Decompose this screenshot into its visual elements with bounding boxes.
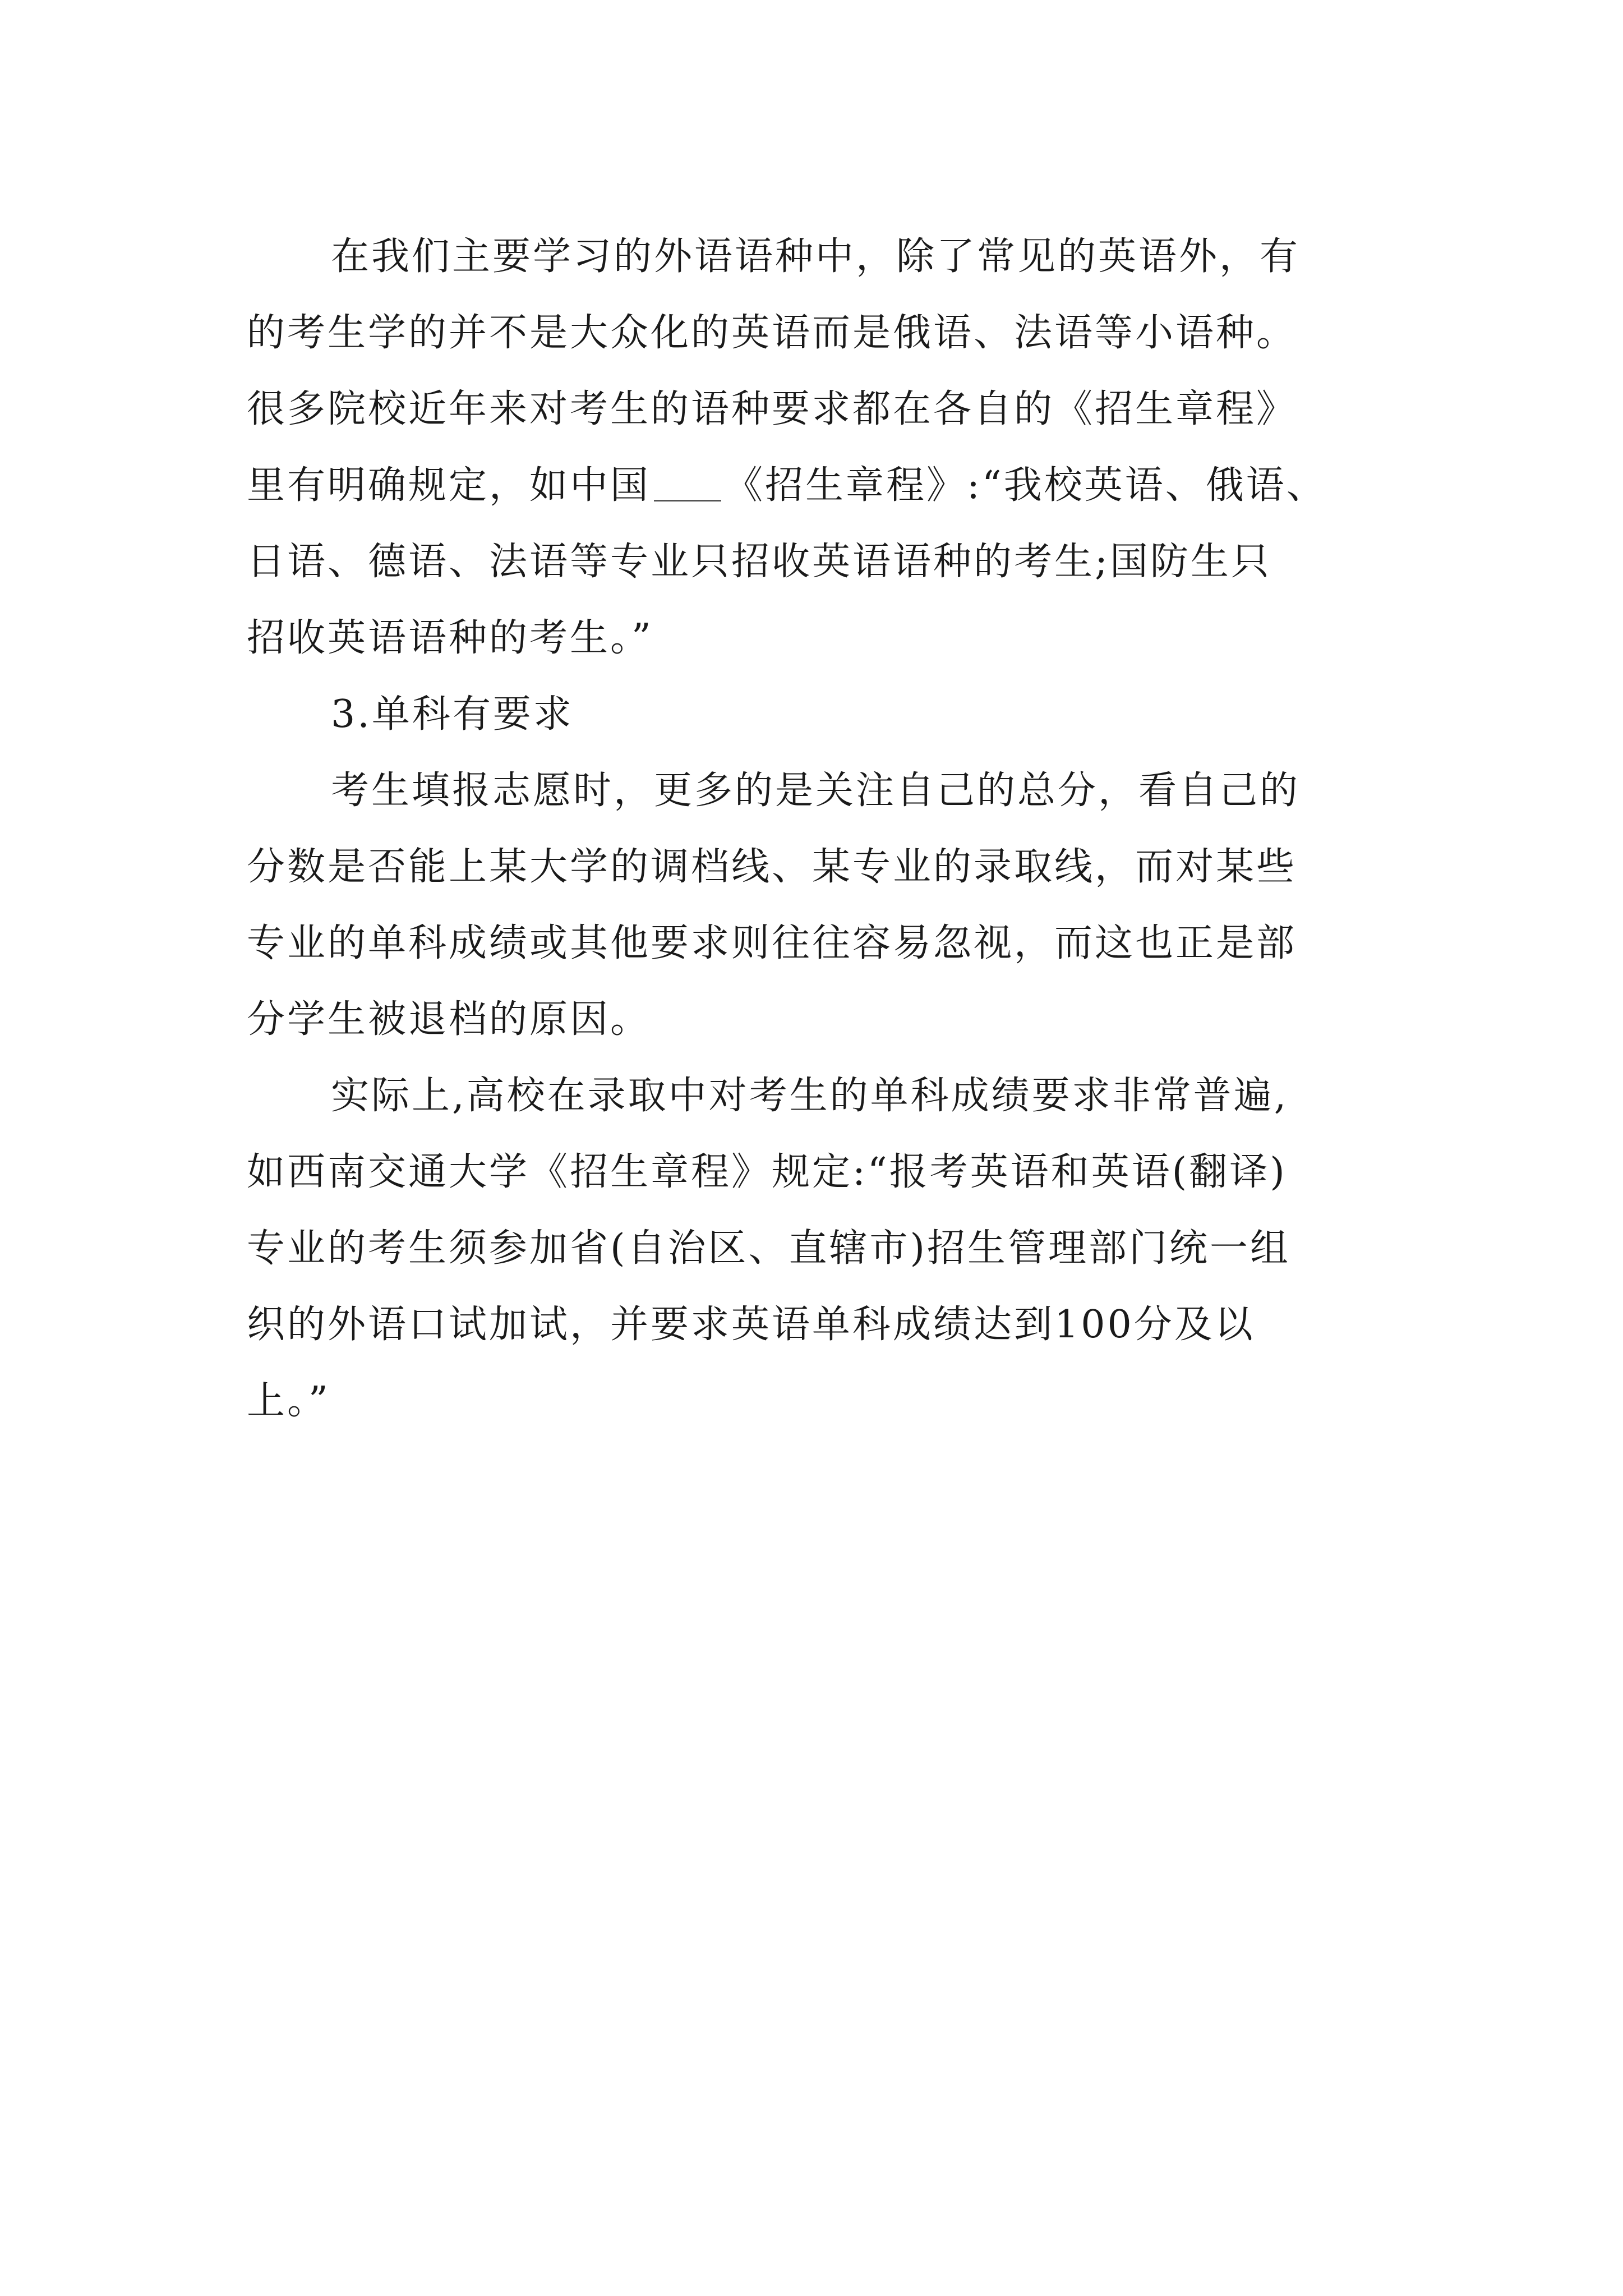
paragraph-line: 在我们主要学习的外语语种中，除了常见的英语外，有 <box>331 234 1301 279</box>
paragraph-line: 招收英语语种的考生。” <box>247 616 653 660</box>
paragraph-line: 实际上,高校在录取中对考生的单科成绩要求非常普遍, <box>331 1074 1289 1118</box>
fill-in-blank <box>654 466 721 501</box>
section-heading: 3.单科有要求 <box>331 692 574 737</box>
paragraph-line: 很多院校近年来对考生的语种要求都在各自的《招生章程》 <box>247 387 1297 431</box>
document-body <box>247 219 1380 1439</box>
paragraph-line-segment: 《招生章程》:“我校英语、俄语、 <box>725 463 1327 508</box>
paragraph-line: 分学生被退档的原因。 <box>247 997 651 1042</box>
paragraph-line: 上。” <box>247 1379 330 1423</box>
paragraph-line-segment: 里有明确规定，如中国 <box>247 463 651 508</box>
paragraph-line: 考生填报志愿时，更多的是关注自己的总分，看自己的 <box>331 769 1301 813</box>
paragraph-line: 分数是否能上某大学的调档线、某专业的录取线，而对某些 <box>247 845 1297 889</box>
paragraph-line: 的考生学的并不是大众化的英语而是俄语、法语等小语种。 <box>247 311 1297 355</box>
paragraph-line-with-blank <box>247 448 1380 524</box>
paragraph-line: 专业的单科成绩或其他要求则往往容易忽视，而这也正是部 <box>247 921 1297 965</box>
paragraph-line: 专业的考生须参加省(自治区、直辖市)招生管理部门统一组 <box>247 1226 1291 1271</box>
paragraph-line: 如西南交通大学《招生章程》规定:“报考英语和英语(翻译) <box>247 1150 1287 1194</box>
paragraph-line: 织的外语口试加试，并要求英语单科成绩达到100分及以 <box>247 1303 1255 1347</box>
paragraph-line: 日语、德语、法语等专业只招收英语语种的考生;国防生只 <box>247 540 1271 584</box>
